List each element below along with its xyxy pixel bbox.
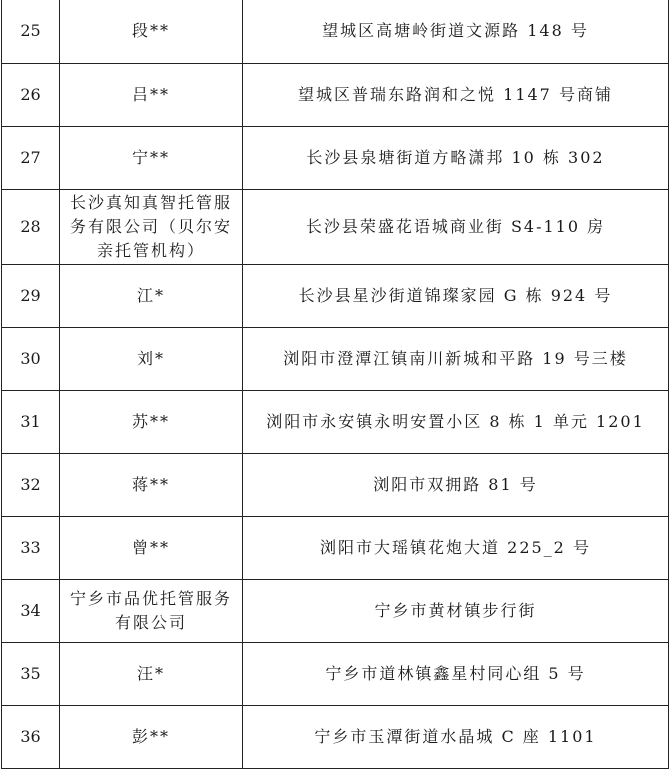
table-row [2, 264, 669, 327]
row-name: 彭** [60, 705, 243, 768]
table-row [2, 453, 669, 516]
row-address: 长沙县星沙街道锦璨家园 G 栋 924 号 [243, 264, 669, 327]
row-number: 34 [2, 579, 60, 642]
row-address: 宁乡市玉潭街道水晶城 C 座 1101 [243, 705, 669, 768]
table-row [2, 63, 669, 126]
table-row [2, 705, 669, 768]
row-address: 浏阳市大瑶镇花炮大道 225_2 号 [243, 516, 669, 579]
row-number: 35 [2, 642, 60, 705]
table-row [2, 0, 669, 63]
row-number: 32 [2, 453, 60, 516]
row-number: 33 [2, 516, 60, 579]
row-address: 浏阳市双拥路 81 号 [243, 453, 669, 516]
row-address: 望城区普瑞东路润和之悦 1147 号商铺 [243, 63, 669, 126]
row-number: 28 [2, 189, 60, 264]
row-address: 长沙县荣盛花语城商业街 S4-110 房 [243, 189, 669, 264]
row-address: 宁乡市道林镇鑫星村同心组 5 号 [243, 642, 669, 705]
row-name: 蒋** [60, 453, 243, 516]
listing-table-container [1, 0, 668, 769]
row-number: 26 [2, 63, 60, 126]
row-number: 30 [2, 327, 60, 390]
row-name: 段** [60, 0, 243, 63]
table-row [2, 642, 669, 705]
row-name: 江* [60, 264, 243, 327]
listing-table [1, 0, 669, 769]
row-number: 29 [2, 264, 60, 327]
row-address: 浏阳市澄潭江镇南川新城和平路 19 号三楼 [243, 327, 669, 390]
row-address: 浏阳市永安镇永明安置小区 8 栋 1 单元 1201 [243, 390, 669, 453]
row-number: 27 [2, 126, 60, 189]
row-address: 长沙县泉塘街道方略潇邦 10 栋 302 [243, 126, 669, 189]
row-name: 宁** [60, 126, 243, 189]
table-row [2, 579, 669, 642]
table-row [2, 390, 669, 453]
table-row [2, 126, 669, 189]
row-address: 望城区高塘岭街道文源路 148 号 [243, 0, 669, 63]
table-row [2, 516, 669, 579]
row-number: 25 [2, 0, 60, 63]
row-name: 宁乡市品优托管服务有限公司 [60, 579, 243, 642]
row-name: 苏** [60, 390, 243, 453]
table-row [2, 189, 669, 264]
row-name: 吕** [60, 63, 243, 126]
row-name: 曾** [60, 516, 243, 579]
table-row [2, 327, 669, 390]
row-number: 31 [2, 390, 60, 453]
row-name: 长沙真知真智托管服务有限公司（贝尔安亲托管机构） [60, 189, 243, 264]
row-name: 刘* [60, 327, 243, 390]
row-address: 宁乡市黄材镇步行街 [243, 579, 669, 642]
row-name: 汪* [60, 642, 243, 705]
row-number: 36 [2, 705, 60, 768]
